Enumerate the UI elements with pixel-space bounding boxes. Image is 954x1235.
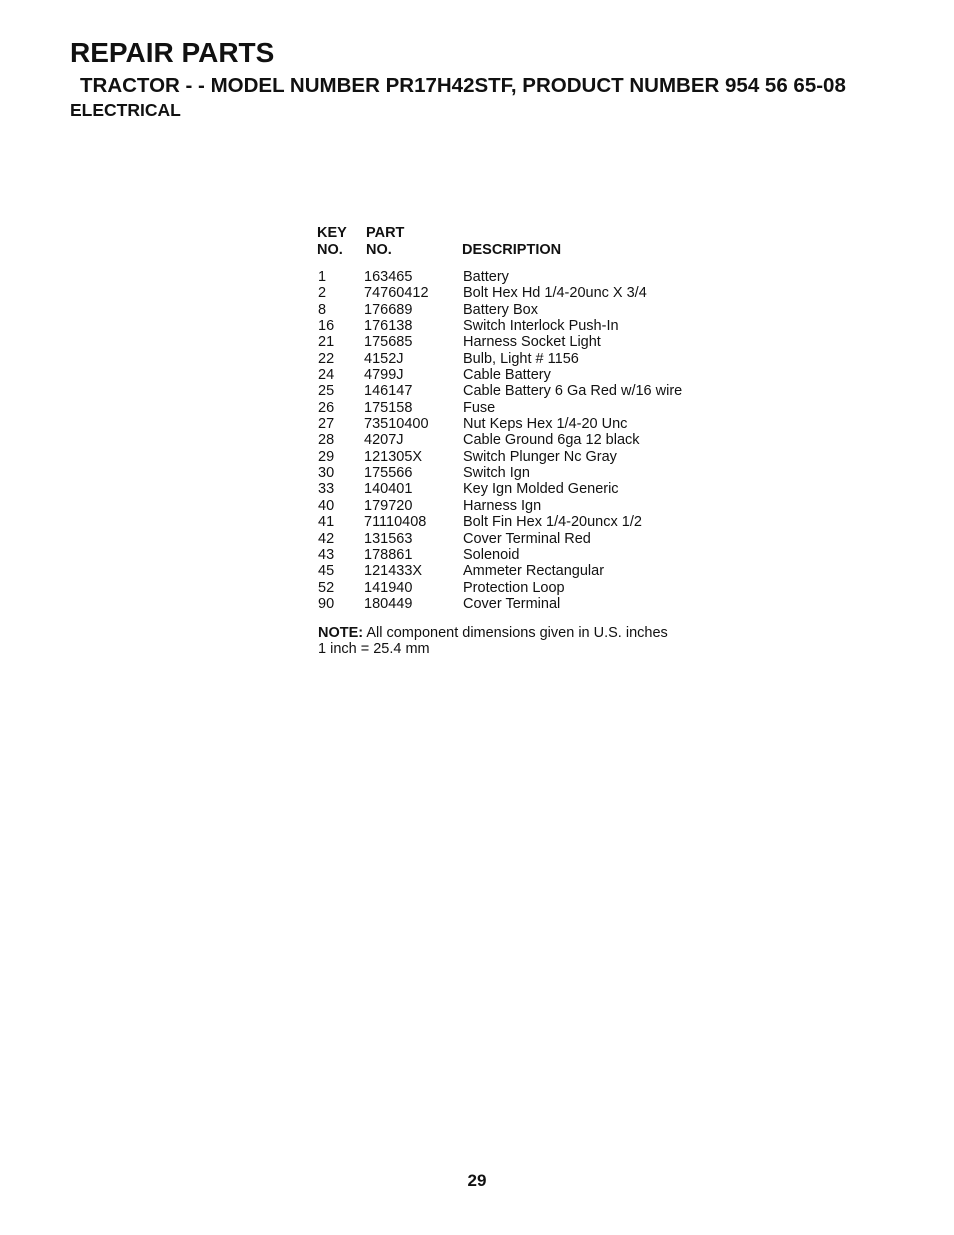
- key-no-cell: 24: [318, 367, 335, 384]
- table-row: [317, 302, 737, 318]
- table-row: [317, 547, 737, 563]
- description-cell: Key Ign Molded Generic: [463, 481, 619, 498]
- description-cell: Bolt Fin Hex 1/4-20uncx 1/2: [463, 514, 642, 531]
- table-row: [317, 449, 737, 465]
- part-no-cell: 74760412: [364, 285, 429, 302]
- note-text: All component dimensions given in U.S. inches: [363, 625, 668, 641]
- key-no-cell: 43: [318, 546, 335, 563]
- note-conversion: 1 inch = 25.4 mm: [318, 641, 430, 657]
- part-no-cell: 180449: [364, 595, 413, 612]
- key-no-cell: 42: [318, 530, 335, 547]
- key-no-header: [317, 225, 366, 258]
- table-row: [317, 596, 737, 612]
- key-no-cell: 1: [318, 269, 327, 285]
- note-label: NOTE:: [318, 625, 364, 641]
- key-no-cell: 26: [318, 399, 335, 416]
- description-header-label: DESCRIPTION: [462, 241, 562, 258]
- key-no-cell: 2: [318, 285, 327, 302]
- table-row: [317, 481, 737, 497]
- table-row: [317, 531, 737, 547]
- table-row: [317, 285, 737, 301]
- part-no-cell: 73510400: [364, 416, 429, 433]
- description-cell: Solenoid: [463, 546, 520, 563]
- part-no-cell: 175685: [364, 334, 413, 351]
- part-no-cell: 179720: [364, 497, 413, 514]
- part-no-cell: 4207J: [364, 432, 404, 449]
- description-cell: Bulb, Light # 1156: [463, 350, 579, 367]
- table-row: [317, 400, 737, 416]
- part-no-cell: 4152J: [364, 350, 404, 367]
- part-no-cell: 4799J: [364, 367, 404, 384]
- table-row: [317, 383, 737, 399]
- table-row: [317, 416, 737, 432]
- key-no-cell: 25: [318, 383, 335, 400]
- table-row: [317, 318, 737, 334]
- description-cell: Battery: [463, 269, 509, 285]
- description-cell: Cover Terminal Red: [463, 530, 591, 547]
- description-cell: Nut Keps Hex 1/4-20 Unc: [463, 416, 628, 433]
- description-cell: Cable Battery 6 Ga Red w/16 wire: [463, 383, 683, 400]
- key-no-cell: 8: [318, 301, 327, 318]
- key-no-cell: 41: [318, 514, 335, 531]
- part-no-cell: 141940: [364, 579, 413, 596]
- description-cell: Cover Terminal: [463, 595, 561, 612]
- part-no-cell: 140401: [364, 481, 413, 498]
- description-cell: Switch Plunger Nc Gray: [463, 448, 617, 465]
- key-no-cell: 30: [318, 465, 335, 482]
- table-row: [317, 367, 737, 383]
- description-cell: Fuse: [463, 399, 496, 416]
- key-header-line1: KEY: [317, 225, 347, 241]
- key-no-cell: 21: [318, 334, 335, 351]
- dimensions-note: [318, 625, 668, 657]
- key-no-cell: 90: [318, 595, 335, 612]
- key-no-cell: 40: [318, 497, 335, 514]
- key-no-cell: 29: [318, 448, 335, 465]
- key-header-line2: NO.: [317, 241, 343, 258]
- part-no-header: [366, 225, 462, 258]
- page-number: 29: [467, 1171, 487, 1190]
- part-no-cell: 131563: [364, 530, 413, 547]
- description-cell: Harness Socket Light: [463, 334, 601, 351]
- table-row: [317, 498, 737, 514]
- table-row: [317, 269, 737, 285]
- description-cell: Cable Battery: [463, 367, 551, 384]
- description-cell: Harness Ign: [463, 497, 542, 514]
- part-no-cell: 175566: [364, 465, 413, 482]
- table-row: [317, 334, 737, 350]
- table-row: [317, 465, 737, 481]
- key-no-cell: 27: [318, 416, 335, 433]
- key-no-cell: 33: [318, 481, 335, 498]
- part-no-cell: 71110408: [364, 514, 427, 531]
- part-no-cell: 121305X: [364, 448, 423, 465]
- description-cell: Ammeter Rectangular: [463, 563, 605, 580]
- description-header: [462, 225, 561, 258]
- description-cell: Battery Box: [463, 301, 538, 318]
- page-title: REPAIR PARTS: [70, 37, 275, 68]
- table-row: [317, 580, 737, 596]
- description-cell: Switch Ign: [463, 465, 530, 482]
- model-subtitle: TRACTOR - - MODEL NUMBER PR17H42STF, PRODUCT NUMBER 954 56 65-08: [80, 74, 846, 97]
- part-no-cell: 176138: [364, 318, 413, 335]
- part-header-line2: NO.: [366, 241, 392, 258]
- key-no-cell: 16: [318, 318, 335, 335]
- description-cell: Cable Ground 6ga 12 black: [463, 432, 640, 449]
- part-no-cell: 146147: [364, 383, 413, 400]
- part-no-cell: 176689: [364, 301, 413, 318]
- part-no-cell: 178861: [364, 546, 413, 563]
- description-cell: Switch Interlock Push-In: [463, 318, 619, 335]
- section-heading: ELECTRICAL: [70, 100, 181, 120]
- table-row: [317, 563, 737, 579]
- key-no-cell: 22: [318, 350, 335, 367]
- parts-list-header: [317, 225, 737, 258]
- table-row: [317, 432, 737, 448]
- description-cell: Protection Loop: [463, 579, 565, 596]
- key-no-cell: 45: [318, 563, 335, 580]
- part-no-cell: 163465: [364, 269, 413, 285]
- parts-list: [317, 225, 737, 612]
- description-cell: Bolt Hex Hd 1/4-20unc X 3/4: [463, 285, 647, 302]
- part-no-cell: 175158: [364, 399, 413, 416]
- part-header-line1: PART: [366, 225, 405, 241]
- table-row: [317, 351, 737, 367]
- parts-list-rows: [317, 269, 737, 612]
- key-no-cell: 52: [318, 579, 335, 596]
- part-no-cell: 121433X: [364, 563, 423, 580]
- key-no-cell: 28: [318, 432, 335, 449]
- table-row: [317, 514, 737, 530]
